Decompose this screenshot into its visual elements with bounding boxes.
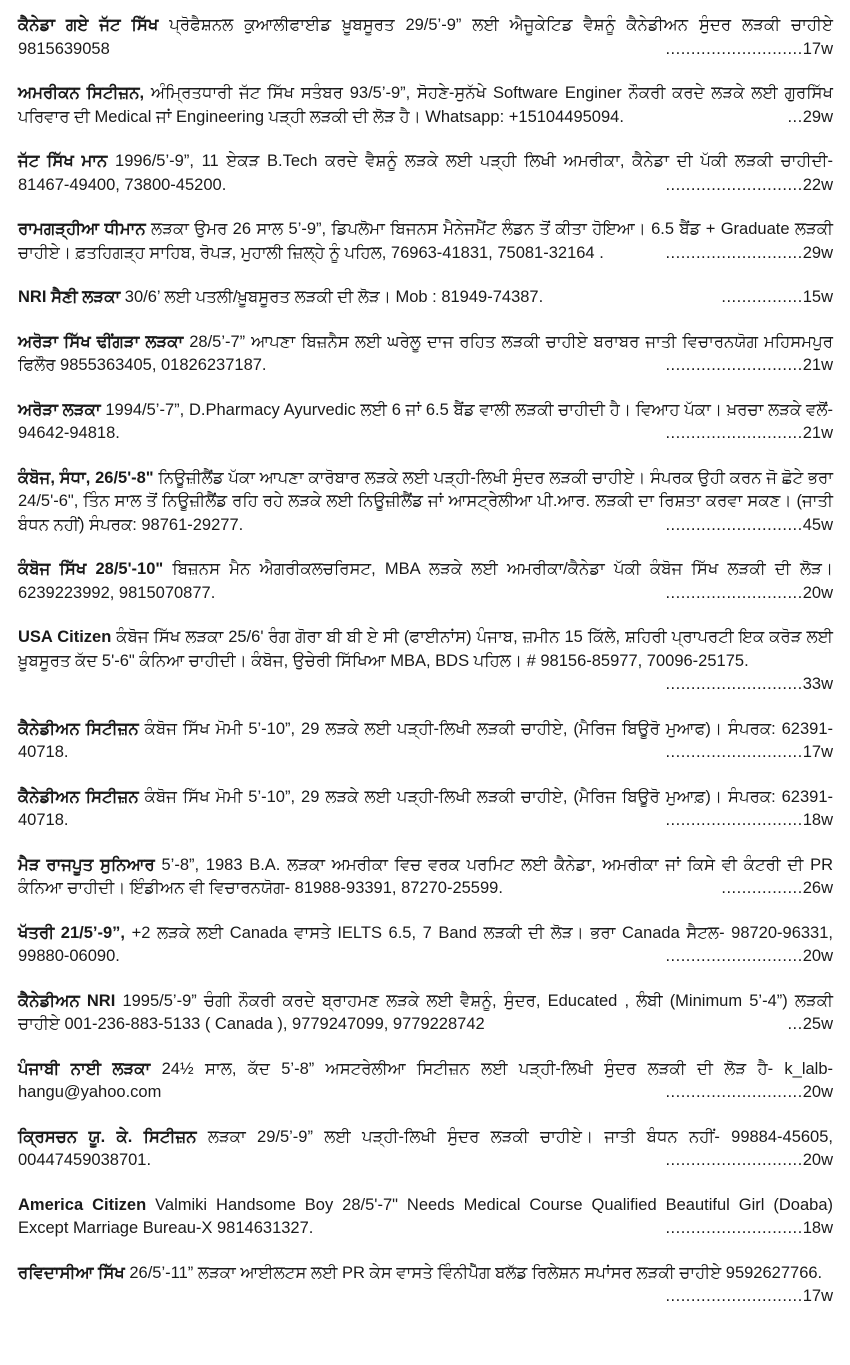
- ad-heading: ਕੈਨੇਡਾ ਗਏ ਜੱਟ ਸਿੱਖ: [18, 16, 159, 34]
- word-count: ..... 26w: [721, 877, 833, 901]
- classified-ad: [18, 1194, 833, 1241]
- ad-heading: America Citizen: [18, 1195, 147, 1214]
- ad-body: 1996/5’-9”, 11 ਏਕੜ B.Tech ਕਰਦੇ ਵੈਸ਼ਨੂੰ ਲੜਕੇ ਲਈ ਪੜ੍ਹੀ ਲਿਖੀ ਅਮਰੀਕਾ, ਕੈਨੇਡਾ ਦੀ ਪੱਕੀ ਲੜਕੀ ਚਾਹੀਦੀ- 81467-49400, 73800-45200.: [18, 152, 833, 194]
- classified-ad: [18, 854, 833, 901]
- classified-ad: [18, 990, 833, 1037]
- word-count: ..... 21w: [665, 422, 833, 446]
- ad-heading: ਰਵਿਦਾਸੀਆ ਸਿੱਖ: [18, 1263, 125, 1282]
- ad-body: 24½ ਸਾਲ, ਕੱਦ 5’-8” ਅਸਟਰੇਲੀਆ ਸਿਟੀਜ਼ਨ ਲਈ ਪੜ੍ਹੀ-ਲਿਖੀ ਸੁੰਦਰ ਲੜਕੀ ਦੀ ਲੋੜ ਹੈ- k_lalb-hangu@yahoo.com: [18, 1059, 833, 1101]
- word-count: ..... 20w: [665, 1149, 833, 1173]
- ad-body: 26/5’-11” ਲੜਕਾ ਆਈਲਟਸ ਲਈ PR ਕੇਸ ਵਾਸਤੇ ਵਿੰਨੀਪੈੱਗ ਬਲੱਡ ਰਿਲੇਸ਼ਨ ਸਪਾਂਸਰ ਲੜਕੀ ਚਾਹੀਏ 9592627766.: [129, 1263, 823, 1282]
- ad-heading: ਜੱਟ ਸਿੱਖ ਮਾਨ: [18, 152, 108, 170]
- ad-heading: USA Citizen: [18, 628, 112, 646]
- ad-heading: ਪੰਜਾਬੀ ਨਾਈ ਲੜਕਾ: [18, 1059, 151, 1078]
- classified-ad: [18, 218, 833, 265]
- classified-ad: [18, 331, 833, 378]
- ad-body: ਬਿਜ਼ਨਸ ਮੈਨ ਐਗਰੀਕਲਚਰਿਸਟ, MBA ਲੜਕੇ ਲਈ ਅਮਰੀਕਾ/ਕੈਨੇਡਾ ਪੱਕੀ ਕੰਬੋਜ ਸਿੱਖ ਲੜਕੀ ਦੀ ਲੋੜ। 6239223992, 9815070877.: [18, 560, 833, 602]
- classified-ad: [18, 82, 833, 129]
- word-count: ..... 17w: [665, 1285, 833, 1309]
- classified-ad: [18, 718, 833, 765]
- ad-heading: ਅਰੋੜਾ ਸਿੱਖ ਢੀਂਗੜਾ ਲੜਕਾ: [18, 332, 184, 351]
- word-count: ..... 20w: [665, 582, 833, 606]
- classified-ad: [18, 1262, 833, 1309]
- classified-ad: [18, 558, 833, 605]
- ad-heading: ਰਾਮਗੜ੍ਹੀਆ ਧੀਮਾਨ: [18, 220, 146, 238]
- ad-heading: ਕੈਨੇਡੀਅਨ ਸਿਟੀਜ਼ਨ: [18, 787, 139, 806]
- ad-body: ਕੰਬੋਜ ਸਿੱਖ ਮੋਮੀ 5’-10”, 29 ਲੜਕੇ ਲਈ ਪੜ੍ਹੀ-ਲਿਖੀ ਲੜਕੀ ਚਾਹੀਏ, (ਮੈਰਿਜ ਬਿਊਰੋ ਮੁਆਫ)। ਸੰਪਰਕ: 62391-40718.: [18, 719, 834, 761]
- ad-heading: ਮੈੜ ਰਾਜਪੂਤ ਸੁਨਿਆਰ: [18, 855, 155, 874]
- ad-heading: ਕੰਬੋਜ ਸਿੱਖ 28/5'-10": [18, 560, 164, 578]
- ad-body: ਲੜਕਾ 29/5’-9” ਲਈ ਪੜ੍ਹੀ-ਲਿਖੀ ਸੁੰਦਰ ਲੜਕੀ ਚਾਹੀਏ। ਜਾਤੀ ਬੰਧਨ ਨਹੀਂ- 99884-45605, 00447459038701.: [18, 1127, 833, 1169]
- ad-heading: ਕੈਨੇਡੀਅਨ NRI: [18, 991, 116, 1010]
- classified-ad: [18, 467, 833, 538]
- ad-body: ਨਿਊਜ਼ੀਲੈਂਡ ਪੱਕਾ ਆਪਣਾ ਕਾਰੋਬਾਰ ਲੜਕੇ ਲਈ ਪੜ੍ਹੀ-ਲਿਖੀ ਸੁੰਦਰ ਲੜਕੀ ਚਾਹੀਏ। ਸੰਪਰਕ ਉਹੀ ਕਰਨ ਜੋ ਛੋਟੇ ਭਰਾ 24/5'-6", ਤਿੰਨ ਸਾਲ ਤੋਂ ਨਿਊਜ਼ੀਲੈਂਡ ਰਹਿ ਰਹੇ ਲੜਕੇ ਲਈ ਨਿਊਜ਼ੀਲੈਂਡ ਜਾਂ ਆਸਟ੍ਰੇਲੀਆ ਪੀ.ਆਰ. ਲੜਕੀ ਦਾ ਰਿਸ਼ਤਾ ਕਰਵਾ ਸਕਣ। (ਜਾਤੀ ਬੰਧਨ ਨਹੀਂ) ਸੰਪਰਕ: 98761-29277.: [18, 468, 834, 534]
- classified-ad: [18, 626, 833, 697]
- ad-body: 1994/5’-7”, D.Pharmacy Ayurvedic ਲਈ 6 ਜਾਂ 6.5 ਬੈਂਡ ਵਾਲੀ ਲੜਕੀ ਚਾਹੀਦੀ ਹੈ। ਵਿਆਹ ਪੱਕਾ। ਖ਼ਰਚਾ ਲੜਕੇ ਵਲੋਂ- 94642-94818.: [18, 400, 833, 442]
- classified-ad: [18, 286, 833, 310]
- classified-ad: [18, 399, 833, 446]
- word-count: ..... 18w: [665, 809, 833, 833]
- ad-body: ਕੰਬੋਜ ਸਿੱਖ ਮੋਮੀ 5’-10”, 29 ਲੜਕੇ ਲਈ ਪੜ੍ਹੀ-ਲਿਖੀ ਲੜਕੀ ਚਾਹੀਏ, (ਮੈਰਿਜ ਬਿਊਰੋ ਮੁਆਫ਼)। ਸੰਪਰਕ: 62391-40718.: [18, 787, 833, 829]
- classified-ad: [18, 14, 833, 61]
- word-count: ..... 22w: [665, 174, 833, 198]
- word-count: ..... 20w: [665, 1081, 833, 1105]
- ad-body: Valmiki Handsome Boy 28/5'-7" Needs Medical Course Qualified Beautiful Girl (Doaba) Except Marriage Bureau-X 9814631327.: [18, 1195, 834, 1237]
- ad-body: 1995/5’-9” ਚੰਗੀ ਨੌਕਰੀ ਕਰਦੇ ਬ੍ਰਾਹਮਣ ਲੜਕੇ ਲਈ ਵੈਸ਼ਨੂੰ, ਸੁੰਦਰ, Educated , ਲੰਬੀ (Minimum 5’-4”) ਲੜਕੀ ਚਾਹੀਏ 001-236-883-5133 ( Canada ), 9779247099, 9779228742: [18, 991, 834, 1033]
- word-count: ..... 17w: [665, 741, 833, 765]
- ad-heading: ਕੈਨੇਡੀਅਨ ਸਿਟੀਜ਼ਨ: [18, 719, 139, 738]
- ad-body: 30/6’ ਲਈ ਪਤਲੀ/ਖ਼ੂਬਸੂਰਤ ਲੜਕੀ ਦੀ ਲੋੜ। Mob : 81949-74387.: [124, 288, 544, 306]
- word-count: ..... 17w: [665, 38, 833, 62]
- word-count: ..... 20w: [665, 945, 833, 969]
- word-count: ..... 45w: [665, 514, 833, 538]
- ad-heading: ਖੱਤਰੀ 21/5’-9”,: [18, 923, 125, 942]
- ad-body: ਪ੍ਰੋਫੈਸ਼ਨਲ ਕੁਆਲੀਫਾਈਡ ਖ਼ੂਬਸੂਰਤ 29/5’-9” ਲਈ ਐਜੂਕੇਟਿਡ ਵੈਸ਼ਨੂੰ ਕੈਨੇਡੀਅਨ ਸੁੰਦਰ ਲੜਕੀ ਚਾਹੀਏ 9815639058: [18, 16, 833, 58]
- word-count: ..... 33w: [665, 673, 833, 697]
- classified-ad: [18, 922, 833, 969]
- ad-heading: ਅਮਰੀਕਨ ਸਿਟੀਜ਼ਨ,: [18, 84, 145, 102]
- classified-ad: [18, 1058, 833, 1105]
- word-count: ... 25w: [787, 1013, 833, 1037]
- ad-body: ਅੰਮ੍ਰਿਤਧਾਰੀ ਜੱਟ ਸਿੱਖ ਸਤੰਬਰ 93/5’-9”, ਸੋਹਣੇ-ਸੁਨੱਖੇ Software Enginer ਨੌਕਰੀ ਕਰਦੇ ਲੜਕੇ ਲਈ ਗੁਰਸਿੱਖ ਪਰਿਵਾਰ ਦੀ Medical ਜਾਂ Engineering ਪੜ੍ਹੀ ਲੜਕੀ ਦੀ ਲੋੜ ਹੈ। Whatsapp: +15104495094.: [18, 84, 833, 126]
- word-count: ..... 18w: [665, 1217, 833, 1241]
- word-count: ... 29w: [787, 106, 833, 130]
- ad-body: ਕੰਬੋਜ ਸਿੱਖ ਲੜਕਾ 25/6' ਰੰਗ ਗੋਰਾ ਬੀ ਬੀ ਏ ਸੀ (ਫਾਈਨਾਂਸ) ਪੰਜਾਬ, ਜ਼ਮੀਨ 15 ਕਿੱਲੇ, ਸ਼ਹਿਰੀ ਪ੍ਰਾਪਰਟੀ ਇਕ ਕਰੋੜ ਲਈ ਖ਼ੂਬਸੂਰਤ ਕੱਦ 5'-6" ਕੰਨਿਆ ਚਾਹੀਦੀ। ਕੰਬੋਜ, ਉਚੇਰੀ ਸਿੱਖਿਆ MBA, BDS ਪਹਿਲ। # 98156-85977, 70096-25175.: [18, 628, 833, 670]
- ad-body: 28/5’-7” ਆਪਣਾ ਬਿਜ਼ਨੈਸ ਲਈ ਘਰੇਲੂ ਦਾਜ ਰਹਿਤ ਲੜਕੀ ਚਾਹੀਏ ਬਰਾਬਰ ਜਾਤੀ ਵਿਚਾਰਨਯੋਗ ਮਹਿਸਮਪੁਰ ਫਿਲੌਰ 9855363405, 01826237187.: [18, 332, 833, 374]
- ad-heading: NRI ਸੈਣੀ ਲੜਕਾ: [18, 288, 121, 306]
- word-count: ..... 21w: [665, 354, 833, 378]
- word-count: ..... 29w: [665, 242, 833, 266]
- ad-body: ਲੜਕਾ ਉਮਰ 26 ਸਾਲ 5’-9”, ਡਿਪਲੋਮਾ ਬਿਜਨਸ ਮੈਨੇਜਮੈਂਟ ਲੰਡਨ ਤੋਂ ਕੀਤਾ ਹੋਇਆ। 6.5 ਬੈਂਡ + Graduate ਲੜਕੀ ਚਾਹੀਏ। ਫ਼ਤਹਿਗੜ੍ਹ ਸਾਹਿਬ, ਰੋਪੜ, ਮੁਹਾਲੀ ਜ਼ਿਲ੍ਹੇ ਨੂੰ ਪਹਿਲ, 76963-41831, 75081-32164 .: [18, 220, 833, 262]
- ad-body: +2 ਲੜਕੇ ਲਈ Canada ਵਾਸਤੇ IELTS 6.5, 7 Band ਲੜਕੀ ਦੀ ਲੋੜ। ਭਰਾ Canada ਸੈਟਲ- 98720-96331, 99880-06090.: [18, 923, 833, 965]
- ad-heading: ਕ੍ਰਿਸਚਨ ਯੂ. ਕੇ. ਸਿਟੀਜ਼ਨ: [18, 1127, 197, 1146]
- ad-body: 5’-8”, 1983 B.A. ਲੜਕਾ ਅਮਰੀਕਾ ਵਿਚ ਵਰਕ ਪਰਮਿਟ ਲਈ ਕੈਨੇਡਾ, ਅਮਰੀਕਾ ਜਾਂ ਕਿਸੇ ਵੀ ਕੰਟਰੀ ਦੀ PR ਕੰਨਿਆ ਚਾਹੀਦੀ। ਇੰਡੀਅਨ ਵੀ ਵਿਚਾਰਨਯੋਗ- 81988-93391, 87270-25599.: [18, 855, 834, 897]
- ad-heading: ਕੰਬੋਜ, ਸੰਧਾ, 26/5'-8": [18, 468, 154, 487]
- classified-ad: [18, 150, 833, 197]
- classified-ad: [18, 1126, 833, 1173]
- word-count: ..... 15w: [721, 286, 833, 310]
- classified-ad: [18, 786, 833, 833]
- ad-heading: ਅਰੋੜਾ ਲੜਕਾ: [18, 400, 101, 419]
